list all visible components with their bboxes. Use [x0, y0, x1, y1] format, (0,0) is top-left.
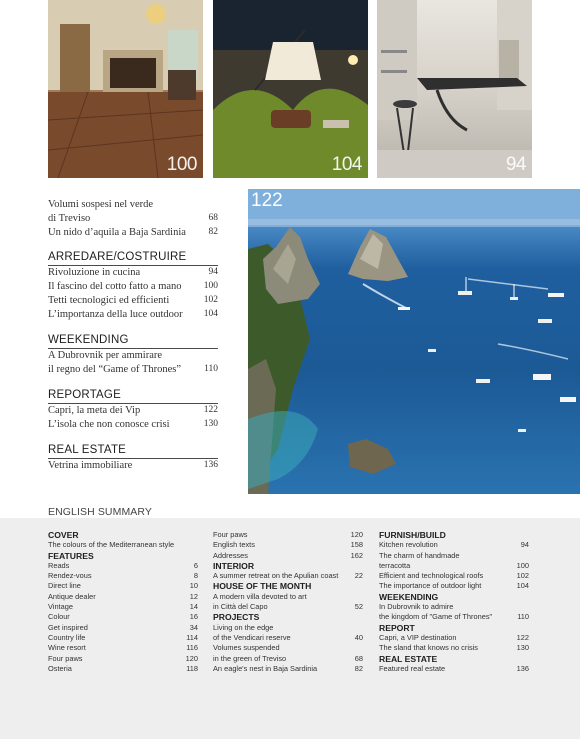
toc-item	[48, 198, 218, 212]
summary-row	[48, 623, 198, 633]
page-number: 94	[505, 154, 526, 175]
toc-item-text: Il fascino del cotto fatto a mano	[48, 281, 182, 292]
summary-column-1	[48, 530, 198, 674]
interior-room-illustration	[48, 0, 203, 178]
summary-page-number: 116	[186, 643, 198, 653]
summary-text: Kitchen revolution	[379, 540, 438, 550]
summary-text: REAL ESTATE	[379, 653, 438, 664]
photo-capri-faraglioni	[248, 189, 580, 494]
toc-item	[48, 280, 218, 294]
summary-page-number: 68	[354, 653, 363, 663]
summary-row	[48, 540, 198, 550]
summary-row	[48, 571, 198, 581]
summary-text: English texts	[213, 540, 255, 550]
summary-page-number: 12	[189, 591, 198, 601]
summary-text: Colour	[48, 612, 70, 622]
summary-text: terracotta	[379, 560, 411, 570]
summary-row	[213, 633, 363, 643]
summary-page-number: 118	[186, 663, 198, 673]
summary-page-number: 104	[516, 581, 529, 591]
summary-row	[48, 561, 198, 571]
summary-text: Antique dealer	[48, 591, 96, 601]
summary-text: in Città del Capo	[213, 602, 268, 612]
capri-sea-illustration	[248, 189, 580, 494]
summary-text: The importance of outdoor light	[379, 581, 482, 591]
summary-page-number: 94	[520, 540, 529, 550]
summary-row	[48, 643, 198, 653]
summary-text: COVER	[48, 530, 79, 540]
toc-page-number: 136	[203, 460, 218, 470]
summary-page-number: 40	[354, 632, 363, 642]
toc-item-text: Rivoluzione in cucina	[48, 267, 141, 278]
summary-text: Rendez-vous	[48, 571, 92, 581]
summary-text: Addresses	[213, 550, 248, 560]
summary-text: Featured real estate	[379, 663, 446, 673]
summary-heading	[213, 612, 363, 622]
summary-row	[213, 592, 363, 602]
section-title: ARREDARE/COSTRUIRE	[48, 251, 187, 263]
toc-item-text: Volumi sospesi nel verde	[48, 199, 154, 210]
toc-page-number: 104	[203, 309, 218, 319]
toc-item-text: Vetrina immobiliare	[48, 460, 133, 471]
summary-row	[379, 602, 529, 612]
summary-text: The colours of the Mediterranean style	[48, 540, 175, 550]
summary-row	[213, 551, 363, 561]
toc-page-number: 110	[204, 364, 218, 374]
toc-item-text: di Treviso	[48, 213, 91, 224]
toc-item-text: Un nido d’aquila a Baja Sardinia	[48, 227, 186, 238]
english-summary-panel	[0, 518, 580, 739]
toc-item-text: il regno del “Game of Thrones”	[48, 364, 182, 375]
summary-page-number: 14	[189, 602, 198, 612]
summary-text: A summer retreat on the Apulian coast	[213, 571, 339, 581]
summary-row	[379, 664, 529, 674]
summary-text: Living on the edge	[213, 622, 274, 632]
summary-text: Four paws	[213, 530, 248, 539]
toc-item	[48, 363, 218, 377]
toc-page-number: 122	[203, 405, 218, 415]
kitchen-illustration	[377, 0, 532, 178]
toc-item	[48, 308, 218, 322]
summary-page-number: 136	[516, 663, 529, 673]
summary-row	[213, 540, 363, 550]
summary-heading	[213, 561, 363, 571]
summary-page-number: 120	[350, 530, 363, 539]
summary-page-number: 34	[189, 622, 198, 632]
summary-text: PROJECTS	[213, 612, 260, 623]
summary-text: FURNISH/BUILD	[379, 530, 446, 540]
summary-text: Capri, a VIP destination	[379, 632, 457, 642]
toc-item	[48, 212, 218, 226]
summary-text: Direct line	[48, 581, 81, 591]
summary-row	[379, 612, 529, 622]
toc-item	[48, 459, 218, 473]
summary-heading	[379, 592, 529, 602]
summary-text: FEATURES	[48, 550, 94, 561]
toc-page-number: 130	[203, 419, 218, 429]
summary-heading	[379, 623, 529, 633]
toc-page-number: 102	[203, 295, 218, 305]
summary-text: Get inspired	[48, 622, 88, 632]
toc-item	[48, 404, 218, 418]
photo-interior-room	[48, 0, 203, 178]
photo-outdoor-lamp	[213, 0, 368, 178]
toc-item	[48, 226, 218, 240]
summary-page-number: 6	[193, 560, 198, 570]
summary-text: WEEKENDING	[379, 591, 439, 602]
summary-page-number: 162	[350, 550, 363, 560]
summary-text: Vintage	[48, 602, 73, 612]
summary-text: Reads	[48, 560, 70, 570]
summary-heading	[48, 530, 198, 540]
summary-row	[48, 664, 198, 674]
summary-row	[48, 581, 198, 591]
toc-page-number: 94	[208, 267, 218, 277]
summary-row	[379, 571, 529, 581]
summary-row	[379, 551, 529, 561]
section-title: WEEKENDING	[48, 334, 129, 346]
toc-page-number: 82	[208, 227, 218, 237]
summary-page-number: 110	[517, 612, 529, 622]
summary-text: REPORT	[379, 622, 415, 633]
summary-row	[213, 654, 363, 664]
summary-row	[213, 664, 363, 674]
toc-item	[48, 294, 218, 308]
summary-row	[213, 571, 363, 581]
summary-text: the kingdom of "Game of Thrones"	[379, 612, 493, 622]
summary-text: The sland that knows no crisis	[379, 643, 478, 653]
summary-text: HOUSE OF THE MONTH	[213, 581, 312, 592]
toc-item	[48, 266, 218, 280]
summary-row	[379, 561, 529, 571]
summary-text: Country life	[48, 632, 86, 642]
toc-item-text: L’importanza della luce outdoor	[48, 309, 183, 320]
summary-row	[379, 643, 529, 653]
summary-page-number: 10	[189, 581, 198, 591]
summary-row	[213, 530, 363, 540]
section-title: REPORTAGE	[48, 389, 121, 401]
summary-row	[213, 602, 363, 612]
toc-item-text: A Dubrovnik per ammirare	[48, 350, 163, 361]
summary-text: The charm of handmade	[379, 550, 460, 560]
summary-column-3	[379, 530, 529, 674]
summary-page-number: 16	[189, 612, 198, 622]
summary-page-number: 158	[350, 540, 363, 550]
summary-row	[379, 540, 529, 550]
toc-item	[48, 349, 218, 363]
summary-text: Four paws	[48, 653, 83, 663]
summary-row	[48, 602, 198, 612]
summary-page-number: 100	[516, 560, 529, 570]
summary-page-number: 8	[193, 571, 198, 581]
summary-row	[48, 654, 198, 664]
summary-page-number: 130	[516, 643, 529, 653]
toc-item	[48, 418, 218, 432]
summary-row	[213, 623, 363, 633]
summary-page-number: 114	[186, 632, 198, 642]
summary-text: Volumes suspended	[213, 643, 280, 653]
page-number: 100	[166, 154, 197, 175]
summary-page-number: 120	[185, 653, 198, 663]
summary-page-number: 52	[354, 602, 363, 612]
summary-heading	[379, 530, 529, 540]
summary-row	[379, 633, 529, 643]
summary-text: In Dubrovnik to admire	[379, 602, 454, 612]
page-number: 104	[331, 154, 362, 175]
outdoor-lamp-illustration	[213, 0, 368, 178]
summary-row	[48, 612, 198, 622]
summary-row	[48, 633, 198, 643]
summary-text: Wine resort	[48, 643, 86, 653]
summary-heading	[48, 551, 198, 561]
summary-text: in the green of Treviso	[213, 653, 287, 663]
summary-page-number: 102	[516, 571, 529, 581]
section-title: REAL ESTATE	[48, 444, 127, 456]
summary-heading	[213, 581, 363, 591]
summary-page-number: 82	[354, 663, 363, 673]
summary-row	[48, 592, 198, 602]
toc-item-text: L’isola che non conosce crisi	[48, 419, 170, 430]
summary-text: Osteria	[48, 663, 72, 673]
summary-title: ENGLISH SUMMARY	[48, 506, 152, 518]
summary-page-number: 22	[354, 571, 363, 581]
summary-text: An eagle's nest in Baja Sardinia	[213, 663, 318, 673]
toc-item-text: Tetti tecnologici ed efficienti	[48, 295, 170, 306]
summary-column-2	[213, 530, 363, 674]
summary-heading	[379, 654, 529, 664]
toc-page-number: 100	[203, 281, 218, 291]
summary-text: A modern villa devoted to art	[213, 591, 307, 601]
page-number: 122	[251, 190, 283, 211]
toc-item-text: Capri, la meta dei Vip	[48, 405, 141, 416]
toc-page-number: 68	[208, 213, 218, 223]
summary-page-number: 122	[516, 632, 529, 642]
summary-text: of the Vendicari reserve	[213, 632, 291, 642]
summary-text: INTERIOR	[213, 560, 255, 571]
summary-row	[379, 581, 529, 591]
summary-row	[213, 643, 363, 653]
photo-kitchen	[377, 0, 532, 178]
summary-text: Efficient and technological roofs	[379, 571, 484, 581]
